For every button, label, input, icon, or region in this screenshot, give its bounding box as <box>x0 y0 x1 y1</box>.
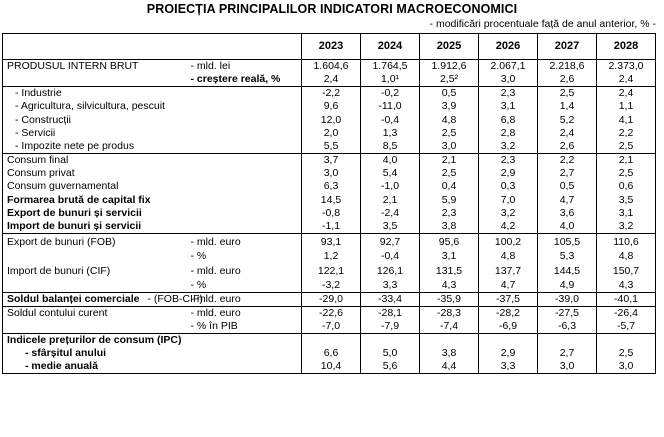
row-unit: - mld. euro <box>190 264 241 277</box>
value-cell: 3,5 <box>361 220 420 233</box>
sold-comercial-label <box>3 292 203 306</box>
value-cell: -7,0 <box>302 320 361 333</box>
value-cell: 4,8 <box>420 113 479 126</box>
value-cell: -11,0 <box>361 100 420 113</box>
value-cell: 2,5 <box>597 347 656 360</box>
value-cell: 5,3 <box>538 250 597 263</box>
value-cell: 7,0 <box>479 193 538 206</box>
value-cell: 4,3 <box>420 279 479 292</box>
value-cell: -3,2 <box>302 279 361 292</box>
value-cell: 2,5 <box>420 126 479 139</box>
row-label: Import de bunuri (CIF) <box>3 263 189 279</box>
value-cell: 1,3 <box>361 126 420 139</box>
value-cell <box>302 333 361 346</box>
value-cell: 3,0 <box>479 73 538 86</box>
table-row <box>3 333 656 346</box>
value-cell: -5,7 <box>597 320 656 333</box>
row-label: - Construcții <box>3 113 302 126</box>
value-cell: 4,2 <box>479 220 538 233</box>
value-cell: 0,5 <box>538 180 597 193</box>
value-cell: 122,1 <box>302 263 361 279</box>
value-cell: 3,2 <box>479 207 538 220</box>
value-cell: 3,1 <box>420 250 479 263</box>
table-row <box>3 292 656 306</box>
table-row <box>3 86 656 99</box>
row-label <box>3 73 189 86</box>
value-cell: 5,2 <box>538 113 597 126</box>
table-row <box>3 347 656 360</box>
table-row <box>3 320 656 333</box>
table-title: PROIECȚIA PRINCIPALILOR INDICATORI MACROECONOMICI <box>146 2 518 16</box>
value-cell <box>597 333 656 346</box>
value-cell: -39,0 <box>538 292 597 306</box>
value-cell: 100,2 <box>479 234 538 250</box>
value-cell: 2,1 <box>361 193 420 206</box>
value-cell: 5,5 <box>302 140 361 153</box>
row-label: Export de bunuri și servicii <box>3 207 302 220</box>
value-cell: 2,1 <box>420 153 479 166</box>
value-cell: -0,4 <box>361 113 420 126</box>
value-cell: 4,8 <box>479 250 538 263</box>
value-cell: 10,4 <box>302 360 361 373</box>
value-cell: -26,4 <box>597 306 656 319</box>
table-row <box>3 207 656 220</box>
value-cell: 3,0 <box>538 360 597 373</box>
value-cell: 1,0¹ <box>361 73 420 86</box>
value-cell: 2,0 <box>302 126 361 139</box>
value-cell: 4,0 <box>361 153 420 166</box>
value-cell: 6,8 <box>479 113 538 126</box>
value-cell: 1,1 <box>597 100 656 113</box>
value-cell: 0,4 <box>420 180 479 193</box>
value-cell: 105,5 <box>538 234 597 250</box>
value-cell: 2,3 <box>479 86 538 99</box>
indicators-table <box>2 33 656 374</box>
value-cell: 8,5 <box>361 140 420 153</box>
value-cell: -7,9 <box>361 320 420 333</box>
value-cell: 6,3 <box>302 180 361 193</box>
table-row <box>3 73 656 86</box>
table-row <box>3 140 656 153</box>
value-cell: -6,3 <box>538 320 597 333</box>
value-cell: 144,5 <box>538 263 597 279</box>
value-cell: 4,8 <box>597 250 656 263</box>
value-cell: 3,8 <box>420 220 479 233</box>
value-cell: 2.218,6 <box>538 60 597 73</box>
value-cell: -7,4 <box>420 320 479 333</box>
row-unit: - % în PIB <box>189 320 302 333</box>
row-unit: - % <box>190 250 207 263</box>
table-subtitle: - modificări procentuale față de anul anterior, % - <box>429 18 656 30</box>
row-unit: - % <box>189 279 302 292</box>
table-row <box>3 220 656 233</box>
value-cell: 1.764,5 <box>361 60 420 73</box>
row-unit: - mld. lei <box>190 60 231 73</box>
header-label-cell <box>3 34 302 60</box>
value-cell: 2,5 <box>597 167 656 180</box>
sold-comercial-mid: - (FOB-CIF) <box>147 293 203 306</box>
value-cell: 3,3 <box>361 279 420 292</box>
value-cell: -6,9 <box>479 320 538 333</box>
year-header: 2026 <box>479 34 538 60</box>
year-header: 2025 <box>420 34 479 60</box>
value-cell: 5,9 <box>420 193 479 206</box>
row-label: - Industrie <box>3 86 302 99</box>
value-cell: -40,1 <box>597 292 656 306</box>
header-row <box>3 34 656 60</box>
value-cell: 110,6 <box>597 234 656 250</box>
value-cell: 0,3 <box>479 180 538 193</box>
value-cell: 1.912,6 <box>420 60 479 73</box>
value-cell: -1,1 <box>302 220 361 233</box>
value-cell: 2,5 <box>597 140 656 153</box>
pib-label: PRODUSUL INTERN BRUT <box>3 60 189 73</box>
value-cell: 4,7 <box>538 193 597 206</box>
value-cell: 3,0 <box>302 167 361 180</box>
table-row <box>3 263 656 279</box>
table-row <box>3 234 656 250</box>
row-label: Indicele prețurilor de consum (IPC) <box>3 333 302 346</box>
value-cell: 2,1 <box>597 153 656 166</box>
value-cell: 2.373,0 <box>597 60 656 73</box>
value-cell: 3,2 <box>479 140 538 153</box>
value-cell: 2,4 <box>302 73 361 86</box>
value-cell: 0,6 <box>597 180 656 193</box>
value-cell: 2,5 <box>538 86 597 99</box>
value-cell: 3,5 <box>597 193 656 206</box>
value-cell: 3,1 <box>597 207 656 220</box>
value-cell: 2,7 <box>538 347 597 360</box>
row-label: Consum privat <box>3 167 302 180</box>
row-label: - Impozite nete pe produs <box>3 140 302 153</box>
value-cell: 9,6 <box>302 100 361 113</box>
value-cell: 3,1 <box>479 100 538 113</box>
value-cell: -2,2 <box>302 86 361 99</box>
row-label <box>3 320 189 333</box>
value-cell: 2,5 <box>420 167 479 180</box>
value-cell: 2,3 <box>479 153 538 166</box>
value-cell: 1,2 <box>302 250 361 263</box>
table-row <box>3 113 656 126</box>
value-cell: -1,0 <box>361 180 420 193</box>
value-cell: 3,6 <box>538 207 597 220</box>
row-label <box>3 250 189 263</box>
value-cell: 2,4 <box>538 126 597 139</box>
value-cell: 4,4 <box>420 360 479 373</box>
row-label: Consum final <box>3 153 302 166</box>
table-row <box>3 279 656 292</box>
value-cell: 3,9 <box>420 100 479 113</box>
value-cell: 2,5² <box>420 73 479 86</box>
value-cell: -0,4 <box>361 250 420 263</box>
year-header: 2023 <box>302 34 361 60</box>
value-cell: 2,7 <box>538 167 597 180</box>
value-cell: 2,4 <box>597 73 656 86</box>
table-row <box>3 360 656 373</box>
table-row <box>3 180 656 193</box>
value-cell: 3,8 <box>420 347 479 360</box>
value-cell: 137,7 <box>479 263 538 279</box>
value-cell: 5,6 <box>361 360 420 373</box>
value-cell: 4,7 <box>479 279 538 292</box>
value-cell: 92,7 <box>361 234 420 250</box>
row-unit: - creștere reală, % <box>189 73 302 86</box>
table-row <box>3 60 656 73</box>
table-row <box>3 306 656 319</box>
row-label: - Agricultura, silvicultura, pescuit <box>3 100 302 113</box>
value-cell: -37,5 <box>479 292 538 306</box>
value-cell: 0,5 <box>420 86 479 99</box>
value-cell: 2,6 <box>538 73 597 86</box>
value-cell: -35,9 <box>420 292 479 306</box>
row-label: Consum guvernamental <box>3 180 302 193</box>
value-cell: 2,9 <box>479 167 538 180</box>
value-cell: 3,0 <box>597 360 656 373</box>
value-cell: 93,1 <box>302 234 361 250</box>
value-cell: -27,5 <box>538 306 597 319</box>
value-cell: 3,7 <box>302 153 361 166</box>
row-unit: - mld. euro <box>189 292 302 306</box>
value-cell: 95,6 <box>420 234 479 250</box>
value-cell: 6,6 <box>302 347 361 360</box>
table-row <box>3 167 656 180</box>
value-cell: -22,6 <box>302 306 361 319</box>
value-cell: 14,5 <box>302 193 361 206</box>
row-label <box>3 279 189 292</box>
value-cell: 1,4 <box>538 100 597 113</box>
value-cell: 131,5 <box>420 263 479 279</box>
year-header: 2028 <box>597 34 656 60</box>
value-cell: 3,2 <box>597 220 656 233</box>
value-cell: 3,3 <box>479 360 538 373</box>
value-cell: 3,0 <box>420 140 479 153</box>
table-row <box>3 126 656 139</box>
value-cell: 5,4 <box>361 167 420 180</box>
value-cell <box>361 333 420 346</box>
value-cell: -29,0 <box>302 292 361 306</box>
value-cell: 2,2 <box>538 153 597 166</box>
value-cell: -33,4 <box>361 292 420 306</box>
value-cell: -2,4 <box>361 207 420 220</box>
value-cell: 126,1 <box>361 263 420 279</box>
value-cell: 2,2 <box>597 126 656 139</box>
value-cell: -28,2 <box>479 306 538 319</box>
year-header: 2024 <box>361 34 420 60</box>
value-cell: 4,3 <box>597 279 656 292</box>
row-unit: - mld. euro <box>190 235 241 248</box>
value-cell: 12,0 <box>302 113 361 126</box>
table-row <box>3 193 656 206</box>
value-cell: 2,6 <box>538 140 597 153</box>
row-label: - sfârșitul anului <box>3 347 302 360</box>
value-cell: 150,7 <box>597 263 656 279</box>
value-cell: 2,4 <box>597 86 656 99</box>
table-row <box>3 100 656 113</box>
value-cell: -0,2 <box>361 86 420 99</box>
value-cell <box>420 333 479 346</box>
row-unit: - mld. euro <box>190 307 241 320</box>
value-cell: 4,9 <box>538 279 597 292</box>
value-cell: 5,0 <box>361 347 420 360</box>
table-row <box>3 250 656 263</box>
value-cell: -28,3 <box>420 306 479 319</box>
row-label: Import de bunuri și servicii <box>3 220 302 233</box>
value-cell: 2,8 <box>479 126 538 139</box>
row-label: Soldul contului curent <box>3 306 189 319</box>
sold-comercial-name: Soldul balanței comerciale <box>7 293 140 306</box>
row-label: Formarea brută de capital fix <box>3 193 302 206</box>
value-cell: 2.067,1 <box>479 60 538 73</box>
row-label: - Servicii <box>3 126 302 139</box>
table-row <box>3 153 656 166</box>
value-cell: -0,8 <box>302 207 361 220</box>
value-cell: 2,9 <box>479 347 538 360</box>
value-cell: 4,1 <box>597 113 656 126</box>
value-cell: -28,1 <box>361 306 420 319</box>
row-label: - medie anuală <box>3 360 302 373</box>
row-label: Export de bunuri (FOB) <box>3 234 189 250</box>
year-header: 2027 <box>538 34 597 60</box>
value-cell: 1.604,6 <box>302 60 361 73</box>
value-cell <box>479 333 538 346</box>
value-cell <box>538 333 597 346</box>
value-cell: 2,3 <box>420 207 479 220</box>
value-cell: 4,0 <box>538 220 597 233</box>
